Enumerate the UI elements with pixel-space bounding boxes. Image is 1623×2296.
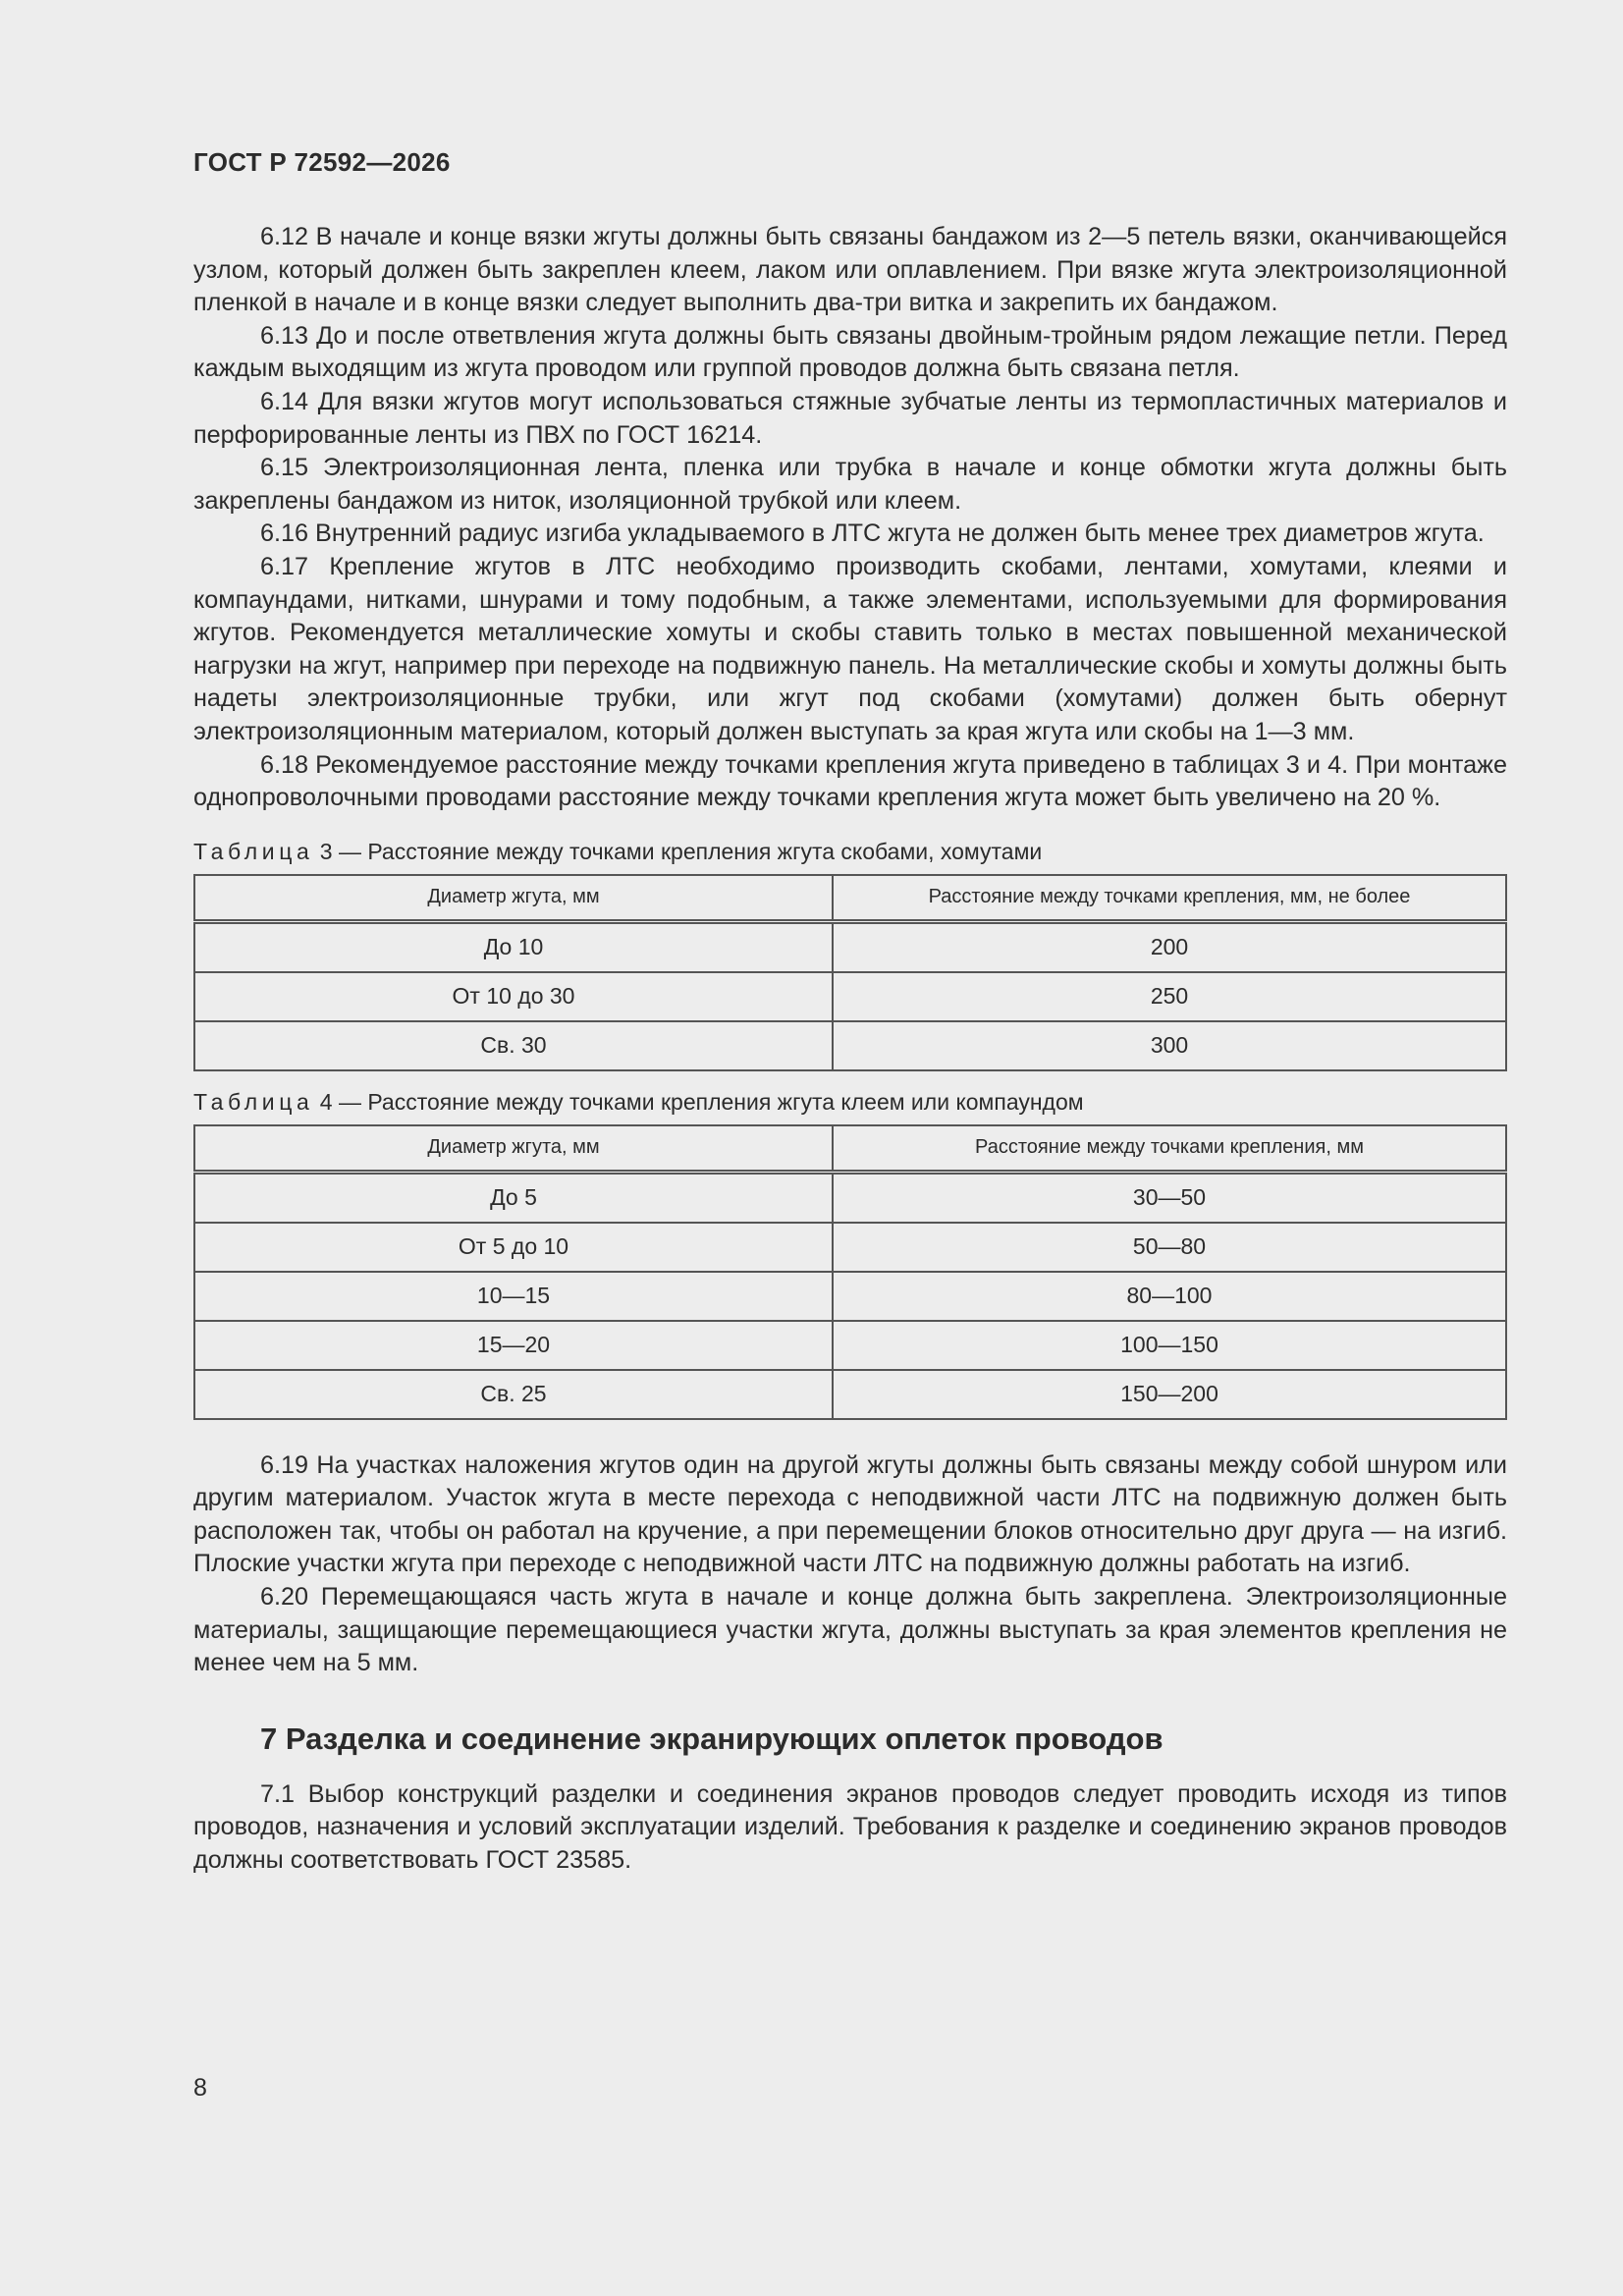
table-cell: 80—100 [833,1272,1506,1321]
section-7-title: 7 Разделка и соединение экранирующих оплеток проводов [260,1721,1163,1756]
table-cell: 10—15 [194,1272,833,1321]
table-row [194,921,1506,972]
table-cell: 300 [833,1021,1506,1070]
table-row [194,1223,1506,1272]
table-cell: 100—150 [833,1321,1506,1370]
paragraph-6-18: 6.18 Рекомендуемое расстояние между точками крепления жгута приведено в таблицах 3 и 4. При монтаже однопроволочными проводами расстояние между точками крепления жгута может быть увеличено на 20 %. [193,750,1507,812]
document-header: ГОСТ Р 72592—2026 [193,147,451,177]
table-cell: От 10 до 30 [194,972,833,1021]
paragraph-6-17: 6.17 Крепление жгутов в ЛТС необходимо производить скобами, лентами, хомутами, клеями и компаундами, нитками, шнурами и тому подобным, а также элементами, используемыми для формирования жгутов. Рекомендуется металлические хомуты и скобы ставить только в местах повышенной механической нагрузки на жгут, например при переходе на подвижную панель. На металлические скобы и хомуты должны быть надеты электроизоляционные трубки, или жгут под скобами (хомутами) должен быть обернут электроизоляционным материалом, который должен выступать за края жгута или скобы на 1—3 мм. [193,552,1507,745]
table-cell: 50—80 [833,1223,1506,1272]
paragraphs-top [193,221,1507,815]
paragraph-6-12: 6.12 В начале и конце вязки жгуты должны быть связаны бандажом из 2—5 петель вязки, оканчивающейся узлом, который должен быть закреплен клеем, лаком или оплавлением. При вязке жгута электроизоляционной пленкой в начале и в конце вязки следует выполнить два-три витка и закрепить их бандажом. [193,223,1507,317]
paragraph-7-1: 7.1 Выбор конструкций разделки и соединения экранов проводов следует проводить исходя из типов проводов, назначения и условий эксплуатации изделий. Требования к разделке и соединению экранов проводов должны соответствовать ГОСТ 23585. [193,1779,1507,1875]
table-4-header-diameter: Диаметр жгута, мм [194,1125,833,1173]
table-row [194,1172,1506,1223]
paragraph-6-16: 6.16 Внутренний радиус изгиба укладываемого в ЛТС жгута не должен быть менее трех диаметров жгута. [260,519,1485,548]
table-row [194,1021,1506,1070]
paragraph-6-13: 6.13 До и после ответвления жгута должны быть связаны двойным-тройным рядом лежащие петли. Перед каждым выходящим из жгута проводом или группой проводов должна быть связана петля. [193,321,1507,383]
paragraphs-mid [193,1449,1507,1680]
table-3-label: Таблица [193,838,314,864]
table-row [194,1272,1506,1321]
table-3 [193,874,1507,1071]
table-4-label: Таблица [193,1088,314,1115]
table-4-caption [193,1087,1507,1117]
table-cell: 150—200 [833,1370,1506,1419]
paragraph-6-19: 6.19 На участках наложения жгутов один на другой жгуты должны быть связаны между собой шнуром или другим материалом. Участок жгута в месте перехода с неподвижной части ЛТС на подвижную должен быть расположен так, чтобы он работал на кручение, а при перемещении блоков относительно друг друга — на изгиб. Плоские участки жгута при переходе с неподвижной части ЛТС на подвижную должны работать на изгиб. [193,1450,1507,1578]
table-3-header-diameter: Диаметр жгута, мм [194,875,833,922]
table-cell: 15—20 [194,1321,833,1370]
table-4-header-row [194,1125,1506,1173]
table-cell: До 5 [194,1172,833,1223]
table-3-caption [193,837,1507,866]
paragraph-6-15: 6.15 Электроизоляционная лента, пленка или трубка в начале и конце обмотки жгута должны быть закреплены бандажом из ниток, изоляционной трубкой или клеем. [193,454,1507,515]
table-4-caption-text: 4 — Расстояние между точками крепления жгута клеем или компаундом [319,1088,1084,1115]
table-row [194,972,1506,1021]
table-4-header-distance: Расстояние между точками крепления, мм [833,1125,1506,1173]
paragraph-6-20: 6.20 Перемещающаяся часть жгута в начале и конце должна быть закреплена. Электроизоляционные материалы, защищающие перемещающиеся участки жгута, должны выступать за края элементов крепления не менее чем на 5 мм. [193,1583,1507,1677]
table-cell: Св. 25 [194,1370,833,1419]
table-cell: 250 [833,972,1506,1021]
table-cell: От 5 до 10 [194,1223,833,1272]
table-4 [193,1124,1507,1420]
table-cell: 30—50 [833,1172,1506,1223]
table-3-header-distance: Расстояние между точками крепления, мм, не более [833,875,1506,922]
paragraph-6-14: 6.14 Для вязки жгутов могут использоваться стяжные зубчатые ленты из термопластичных материалов и перфорированные ленты из ПВХ по ГОСТ 16214. [193,387,1507,449]
table-row [194,1321,1506,1370]
page-content [193,221,1507,1878]
table-row [194,1370,1506,1419]
table-3-header-row [194,875,1506,922]
page-number: 8 [193,2074,207,2102]
table-cell: До 10 [194,921,833,972]
table-3-caption-text: 3 — Расстояние между точками крепления жгута скобами, хомутами [319,838,1043,864]
table-cell: 200 [833,921,1506,972]
table-cell: Св. 30 [194,1021,833,1070]
